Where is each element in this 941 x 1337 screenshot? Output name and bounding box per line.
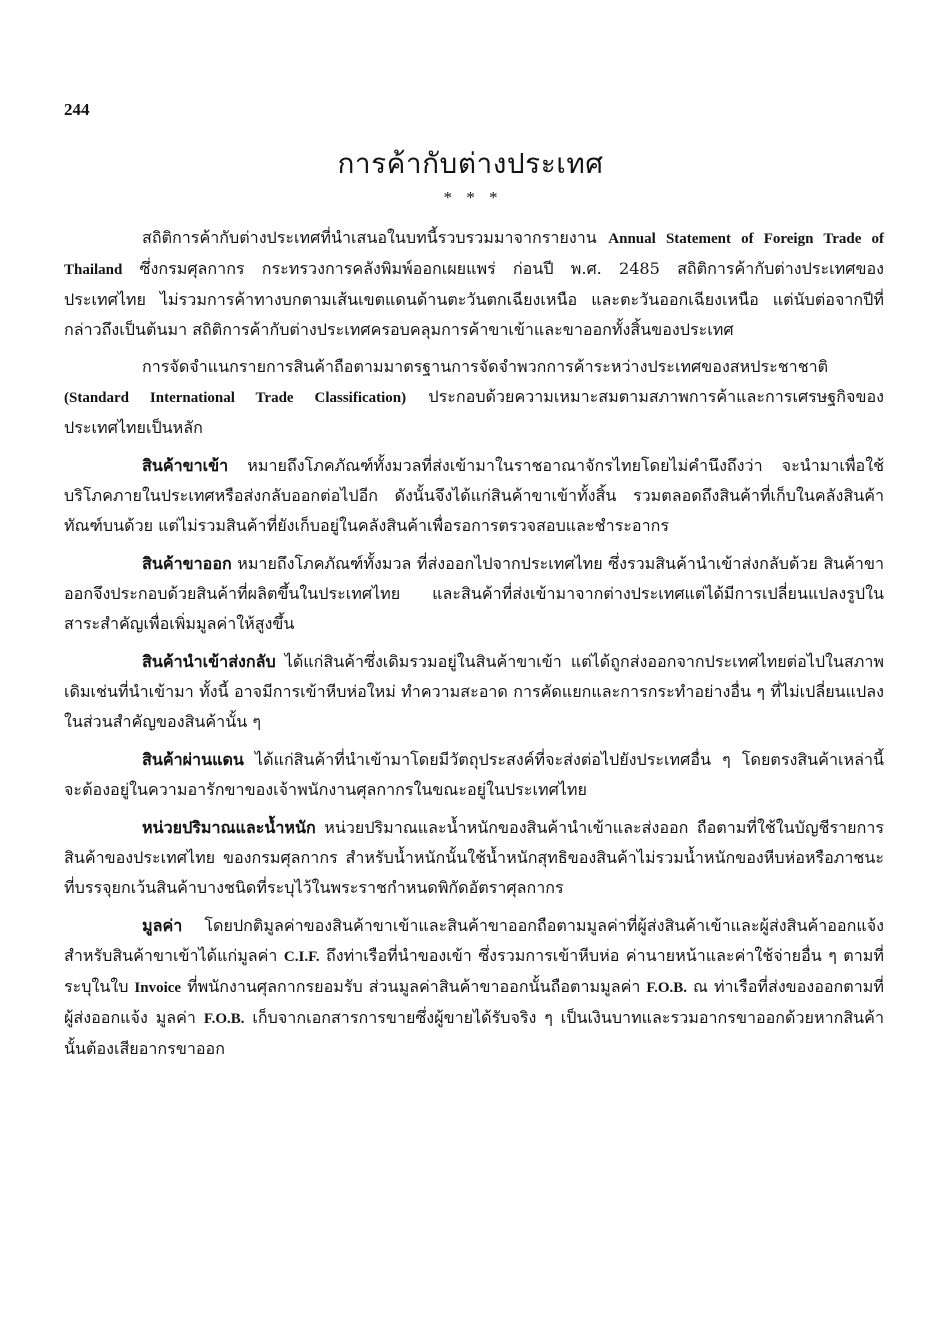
body-text	[64, 223, 884, 1072]
term-units: หน่วยปริมาณและน้ำหนัก	[142, 818, 316, 837]
paragraph-exports: สินค้าขาออก หมายถึงโภคภัณฑ์ทั้งมวล ที่ส่งออกไปจากประเทศไทย ซึ่งรวมสินค้านำเข้าส่งกลับด้วย สินค้าขาออกจึงประกอบด้วยสินค้าที่ผลิตขึ้นในประเทศไทย และสินค้าที่ส่งเข้ามาจากต่างประเทศแต่ได้มีการเปลี่ยนแปลงรูปในสาระสำคัญเพื่อเพิ่มมูลค่าให้สูงขึ้น	[64, 554, 884, 633]
section-divider-stars: * * *	[443, 188, 498, 207]
paragraph-source: สถิติการค้ากับต่างประเทศที่นำเสนอในบทนี้รวบรวมมาจากรายงาน Annual Statement of Foreign Trade of Thailand ซึ่งกรมศุลกากร กระทรวงการคลังพิมพ์ออกเผยแพร่ ก่อนปี พ.ศ. 2485 สถิติการค้ากับต่างประเทศของประเทศไทย ไม่รวมการค้าทางบกตามเส้นเขตแดนด้านตะวันตกเฉียงเหนือ และตะวันออกเฉียงเหนือ แต่นับต่อจากปีที่กล่าวถึงเป็นต้นมา สถิติการค้ากับต่างประเทศครอบคลุมการค้าขาเข้าและขาออกทั้งสิ้นของประเทศ	[64, 228, 885, 339]
term-value: มูลค่า	[142, 916, 183, 935]
term-exports: สินค้าขาออก	[142, 554, 232, 573]
paragraph-classification: การจัดจำแนกรายการสินค้าถือตามมาตรฐานการจัดจำพวกการค้าระหว่างประเทศของสหประชาชาติ (Standard International Trade Classification) ประกอบด้วยความเหมาะสมตามสภาพการค้าและการเศรษฐกิจของประเทศไทยเป็นหลัก	[64, 357, 885, 437]
term-re-exports: สินค้านำเข้าส่งกลับ	[142, 652, 276, 671]
sitc-name: (Standard International Trade Classification)	[64, 390, 407, 406]
paragraph-transit: สินค้าผ่านแดน ได้แก่สินค้าที่นำเข้ามาโดยมีวัตถุประสงค์ที่จะส่งต่อไปยังประเทศอื่น ๆ โดยตรงสินค้าเหล่านี้จะต้องอยู่ในความอารักขาของเจ้าพนักงานศุลกากรในขณะอยู่ในประเทศไทย	[64, 750, 884, 799]
report-name: Annual Statement of Foreign Trade of Thailand	[64, 231, 885, 278]
term-imports: สินค้าขาเข้า	[142, 456, 229, 475]
paragraph-imports: สินค้าขาเข้า หมายถึงโภคภัณฑ์ทั้งมวลที่ส่งเข้ามาในราชอาณาจักรไทยโดยไม่คำนึงถึงว่า จะนำมาเพื่อใช้บริโภคภายในประเทศหรือส่งกลับออกต่อไปอีก ดังนั้นจึงได้แก่สินค้าขาเข้าทั้งสิ้น รวมตลอดถึงสินค้าที่เก็บในคลังสินค้าทัณฑ์บนด้วย แต่ไม่รวมสินค้าที่ยังเก็บอยู่ในคลังสินค้าเพื่อรอการตรวจสอบและชำระอากร	[64, 456, 884, 535]
paragraph-units: หน่วยปริมาณและน้ำหนัก หน่วยปริมาณและน้ำหนักของสินค้านำเข้าและส่งออก ถือตามที่ใช้ในบัญชีรายการสินค้าของประเทศไทย ของกรมศุลกากร สำหรับน้ำหนักนั้นใช้น้ำหนักสุทธิของสินค้าไม่รวมน้ำหนักของหีบห่อหรือภาชนะที่บรรจุยกเว้นสินค้าบางชนิดที่ระบุไว้ในพระราชกำหนดพิกัดอัตราศุลกากร	[64, 818, 884, 897]
term-transit: สินค้าผ่านแดน	[142, 750, 244, 769]
paragraph-re-exports: สินค้านำเข้าส่งกลับ ได้แก่สินค้าซึ่งเดิมรวมอยู่ในสินค้าขาเข้า แต่ได้ถูกส่งออกจากประเทศไทยต่อไปในสภาพเดิมเช่นที่นำเข้ามา ทั้งนี้ อาจมีการเข้าหีบห่อใหม่ ทำความสะอาด การคัดแยกและการกระทำอย่างอื่น ๆ ที่ไม่เปลี่ยนแปลงในส่วนสำคัญของสินค้านั้น ๆ	[64, 652, 884, 731]
page-title: การค้ากับต่างประเทศ	[337, 147, 604, 180]
paragraph-value: มูลค่า โดยปกติมูลค่าของสินค้าขาเข้าและสินค้าขาออกถือตามมูลค่าที่ผู้ส่งสินค้าเข้าและผู้ส่งสินค้าออกแจ้ง สำหรับสินค้าขาเข้าได้แก่มูลค่า C.I.F. ถึงท่าเรือที่นำของเข้า ซึ่งรวมการเข้าหีบห่อ ค่านายหน้าและค่าใช้จ่ายอื่น ๆ ตามที่ระบุในใบ Invoice ที่พนักงานศุลกากรยอมรับ ส่วนมูลค่าสินค้าขาออกนั้นถือตามมูลค่า F.O.B. ณ ท่าเรือที่ส่งของออกตามที่ผู้ส่งออกแจ้ง มูลค่า F.O.B. เก็บจากเอกสารการขายซึ่งผู้ขายได้รับจริง ๆ เป็นเงินบาทและรวมอากรขาออกด้วยหากสินค้านั้นต้องเสียอากรขาออก	[64, 916, 884, 1058]
page-number: 244	[64, 100, 90, 119]
